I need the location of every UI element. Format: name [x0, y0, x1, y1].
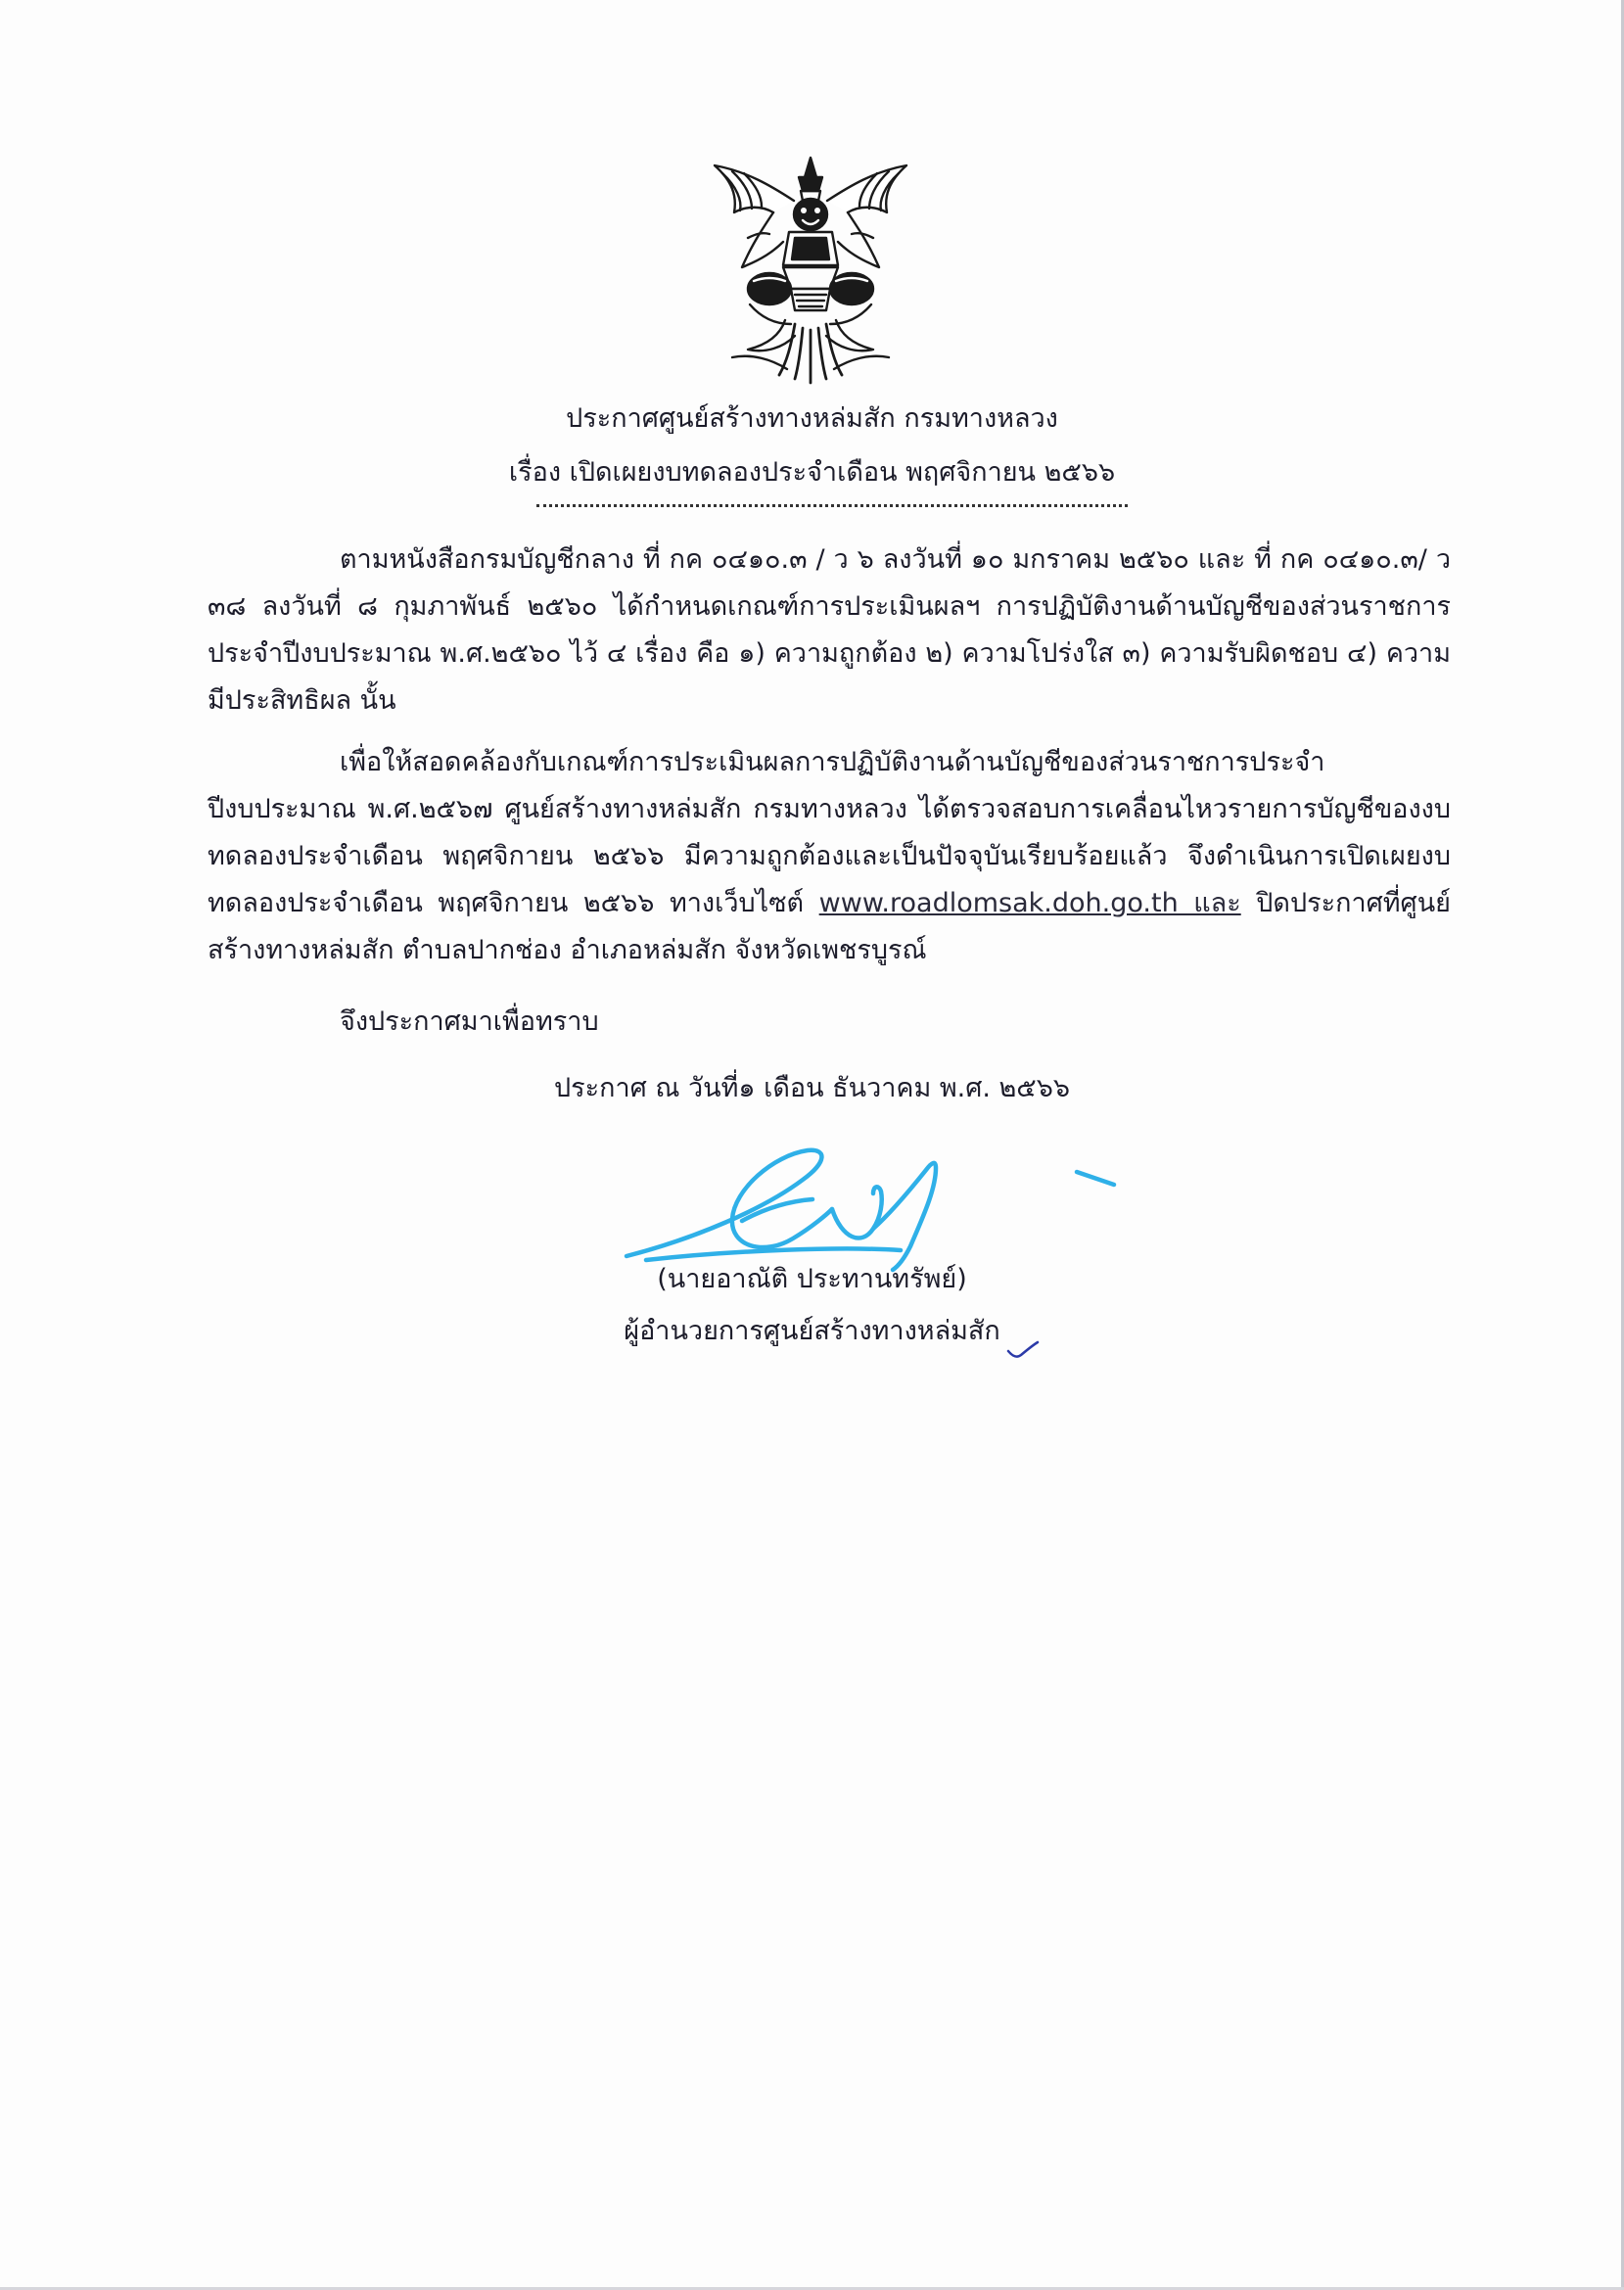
garuda-emblem-icon [693, 152, 928, 387]
paragraph-1-text: ตามหนังสือกรมบัญชีกลาง ที่ กค ๐๔๑๐.๓ / ว ๖ ลงวันที่ ๑๐ มกราคม ๒๕๖๐ และ ที่ กค ๐๔๑๐.๓/ ว ๓๘ ลงวันที่ ๘ กุมภาพันธ์ ๒๕๖๐ ได้กำหนดเกณฑ์การประเมินผลฯ การปฏิบัติงานด้านบัญชีของส่วนราชการประจำปีงบประมาณ พ.ศ.๒๕๖๐ ไว้ ๔ เรื่อง คือ ๑) ความถูกต้อง ๒) ความโปร่งใส ๓) ความรับผิดชอบ ๔) ความมีประสิทธิผล นั้น [208, 544, 1451, 716]
body-paragraph-1 [208, 537, 1451, 724]
announcement-date: ประกาศ ณ วันที่๑ เดือน ธันวาคม พ.ศ. ๒๕๖๖ [553, 1073, 1071, 1103]
website-link[interactable]: www.roadlomsak.doh.go.th และ [818, 888, 1241, 918]
check-mark-icon [1005, 1339, 1041, 1361]
paragraph-2-text: เพื่อให้สอดคล้องกับเกณฑ์การประเมินผลการปฏิบัติงานด้านบัญชีของส่วนราชการประจำปีงบประมาณ พ.ศ.๒๕๖๗ ศูนย์สร้างทางหล่มสัก กรมทางหลวง ได้ตรวจสอบการเคลื่อนไหวรายการบัญชีของงบทดลองประจำเดือน พฤศจิกายน ๒๕๖๖ มีความถูกต้องและเป็นปัจจุบันเรียบร้อยแล้ว จึงดำเนินการเปิดเผยงบทดลองประจำเดือน พฤศจิกายน ๒๕๖๖ ทางเว็บไซต์ [208, 747, 1451, 918]
announcement-subject: เรื่อง เปิดเผยงบทดลองประจำเดือน พฤศจิกายน ๒๕๖๖ [508, 457, 1116, 488]
dotted-divider [536, 504, 1128, 507]
announcement-title: ประกาศศูนย์สร้างทางหล่มสัก กรมทางหลวง [566, 403, 1058, 434]
body-paragraph-2 [208, 739, 1451, 974]
announcement-header [0, 392, 1624, 499]
closing-line: จึงประกาศมาเพื่อทราบ [340, 1006, 599, 1037]
signatory-name: (นายอาณัติ ประทานทรัพย์) [657, 1264, 967, 1294]
paragraph-2-tail: ปิดประกาศที่ศูนย์สร้างทางหล่มสัก ตำบลปากช่อง อำเภอหล่มสัก จังหวัดเพชรบูรณ์ [208, 888, 1451, 965]
signatory-title: ผู้อำนวยการศูนย์สร้างทางหล่มสัก [624, 1316, 1000, 1346]
